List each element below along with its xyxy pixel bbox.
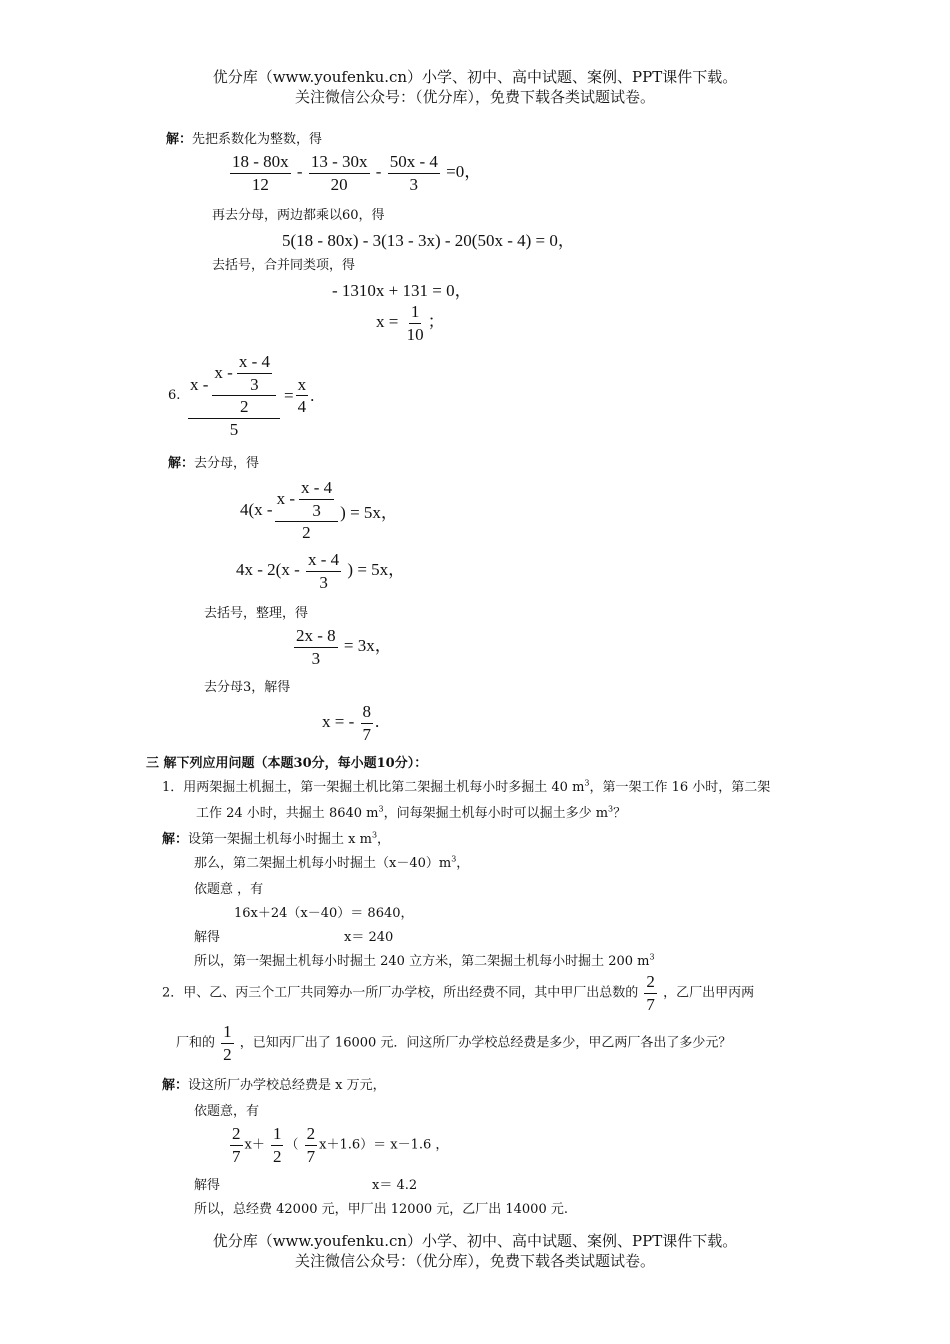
p2-solution-line-2: 依题意，有	[194, 1104, 260, 1119]
p1-solution-line-3: 依题意 ，有	[194, 882, 264, 897]
p1-line-1: 1．用两架掘土机掘土，第一架掘土机比第二架掘土机每小时多掘土 40 $m^3$，第一架工作 16 小时，第二架	[162, 778, 771, 795]
q5-step-1: 先把系数化为整数，得	[192, 132, 323, 147]
p1-solution-line-1: 解：设第一架掘土机每小时掘土 x $m^3$，	[162, 830, 391, 847]
q6-equation-2: 4x - 2(x - $\frac{x - 4}{3}$ ) = 5x，	[236, 550, 406, 592]
q5-result: x = $\frac{1}{10}$ ；	[376, 302, 445, 344]
fraction: $\frac{2}{7}$	[646, 972, 655, 1014]
p1-solve-result: x＝ 240	[344, 930, 394, 945]
q6-step-2: 去括号，整理，得	[204, 606, 309, 621]
fraction: $\frac{13 - 30x}{20}$	[310, 152, 368, 194]
fraction: $\frac{1}{10}$	[406, 302, 424, 344]
fraction: $\frac{x - 4}{3}$	[301, 478, 333, 520]
fraction: $\frac{1}{2}$	[223, 1022, 232, 1064]
fraction: $\frac{2x - 8}{3}$	[296, 626, 336, 668]
footer-line-1: 优分库（www.youfenku.cn）小学、初中、高中试题、案例、PPT课件下载。	[212, 1232, 738, 1250]
q6-step-3: 去分母3，解得	[204, 680, 291, 695]
p1-solve-label: 解得	[194, 930, 221, 945]
fraction: x - $\frac{x - 4}{3}$ 2	[212, 352, 276, 417]
solution-label: 解：	[162, 832, 189, 847]
q6-problem: x - x - $\frac{x - 4}{3}$ 2 5 = $\frac{x}{4}$ .	[190, 352, 315, 439]
q6-result: x = - $\frac{8}{7}$ .	[322, 702, 380, 744]
p2-solve-result: x＝ 4.2	[372, 1178, 418, 1193]
p1-line-2: 工作 24 小时，共掘土 8640 $m^3$，问每架掘土机每小时可以掘土多少 $m^3$？	[196, 804, 627, 821]
section-3-title: 三 解下列应用问题（本题30分，每小题10分）：	[146, 756, 428, 771]
fraction: $\frac{18 - 80x}{12}$	[232, 152, 289, 194]
fraction: $\frac{x - 4}{3}$	[307, 550, 340, 592]
fraction: $\frac{8}{7}$	[362, 702, 371, 744]
fraction: $\frac{50x - 4}{3}$	[389, 152, 438, 194]
fraction: $\frac{x}{4}$	[297, 374, 307, 417]
fraction: $\frac{x - 4}{3}$	[238, 352, 271, 394]
q5-equation-3: - 1310x + 131 = 0，	[332, 281, 472, 300]
q5-step-2: 再去分母，两边都乘以60，得	[212, 208, 385, 223]
p2-conclusion: 所以，总经费 42000 元，甲厂出 12000 元，乙厂出 14000 元.	[194, 1202, 568, 1217]
p2-equation: $\frac{2}{7}$ x＋ $\frac{1}{2}$ （ $\frac{2}{7}$ x＋1.6）＝ x－1.6 ，	[232, 1124, 449, 1166]
q6-equation-3: $\frac{2x - 8}{3}$ = 3x，	[296, 626, 392, 668]
q5-equation-1: $\frac{18 - 80x}{12}$ - $\frac{13 - 30x}{20}$ - $\frac{50x - 4}{3}$ =0，	[232, 152, 482, 194]
solution-label: 解：	[168, 456, 195, 471]
q6-step-1: 去分母，得	[194, 456, 260, 471]
fraction: $\frac{2}{7}$	[306, 1124, 316, 1166]
p2-solve-label: 解得	[194, 1178, 221, 1193]
fraction: $\frac{2}{7}$	[232, 1124, 241, 1166]
q5-equation-2: 5(18 - 80x) - 3(13 - 3x) - 20(50x - 4) = 0，	[282, 231, 575, 250]
solution-label: 解：	[166, 132, 193, 147]
header-line-2: 关注微信公众号：（优分库），免费下载各类试题试卷。	[294, 88, 655, 106]
q6-equation-1: 4(x - x - $\frac{x - 4}{3}$ 2 ) = 5x，	[240, 478, 398, 543]
p2-solution-line-1: 解：设这所厂办学校总经费是 x 万元，	[162, 1078, 386, 1093]
q5-solution	[166, 128, 322, 147]
p2-line-1: 2．甲、乙、丙三个工厂共同筹办一所厂办学校，所出经费不同，其中甲厂出总数的 $\frac{2}{7}$ ，乙厂出甲丙两	[162, 972, 755, 1014]
solution-label: 解：	[162, 1078, 189, 1093]
fraction: $\frac{1}{2}$	[272, 1124, 282, 1166]
p1-equation: 16x＋24（x－40）＝ 8640，	[234, 906, 414, 921]
p1-conclusion: 所以，第一架掘土机每小时掘土 240 立方米，第二架掘土机每小时掘土 200 $m^3$	[194, 952, 655, 969]
p1-solution-line-2: 那么，第二架掘土机每小时掘土$(x-40)m^3$，	[194, 854, 470, 871]
q6-number: 6.	[168, 388, 181, 403]
footer-line-2: 关注微信公众号：（优分库），免费下载各类试题试卷。	[294, 1252, 655, 1270]
p2-line-2: 厂和的 $\frac{1}{2}$ ，已知丙厂出了 16000 元．问这所厂办学校总经费是多少，甲乙两厂各出了多少元？	[176, 1022, 732, 1064]
fraction: x - $\frac{x - 4}{3}$ 2	[275, 478, 339, 543]
q5-step-3: 去括号，合并同类项，得	[212, 258, 356, 273]
header-line-1: 优分库（www.youfenku.cn）小学、初中、高中试题、案例、PPT课件下载。	[212, 68, 738, 86]
q6-solution	[168, 452, 259, 471]
fraction: x - x - $\frac{x - 4}{3}$ 2 5	[188, 352, 280, 439]
